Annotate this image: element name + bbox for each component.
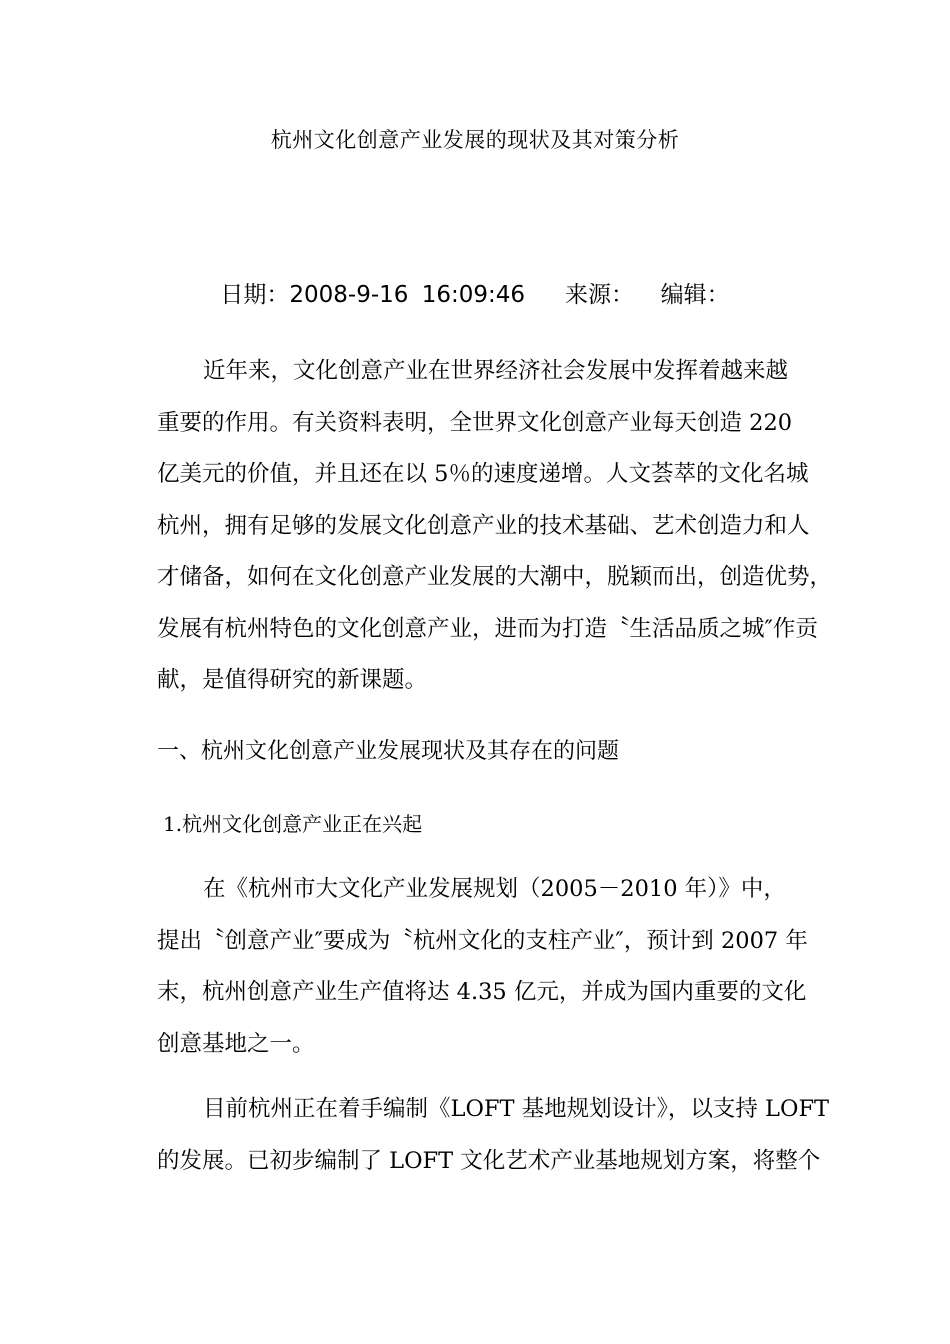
date-value: 2008-9-16 16:09:46 <box>289 282 526 308</box>
paragraph-line: 杭州，拥有足够的发展文化创意产业的技术基础、艺术创造力和人 <box>157 512 810 539</box>
paragraph-line: 目前杭州正在着手编制《LOFT 基地规划设计》，以支持 LOFT <box>203 1096 830 1122</box>
subsection-heading: 1.杭州文化创意产业正在兴起 <box>163 812 423 836</box>
paragraph-line: 发展有杭州特色的文化创意产业，进而为打造〝生活品质之城″作贡 <box>157 615 818 642</box>
document-title: 杭州文化创意产业发展的现状及其对策分析 <box>270 128 680 152</box>
paragraph-line: 重要的作用。有关资料表明，全世界文化创意产业每天创造 220 <box>157 409 793 436</box>
paragraph-line: 在《杭州市大文化产业发展规划（2005－2010 年）》中， <box>203 876 786 902</box>
document-meta <box>0 276 950 309</box>
paragraph-line: 创意基地之一。 <box>157 1030 315 1057</box>
paragraph-line: 献，是值得研究的新课题。 <box>157 667 428 693</box>
paragraph-line: 近年来，文化创意产业在世界经济社会发展中发挥着越来越 <box>203 358 789 384</box>
editor-label: 编辑： <box>660 282 730 308</box>
source-label: 来源： <box>564 282 634 308</box>
paragraph-line: 亿美元的价值，并且还在以 5％的速度递增。人文荟萃的文化名城 <box>157 461 809 487</box>
section-heading: 一、杭州文化创意产业发展现状及其存在的问题 <box>157 739 620 764</box>
paragraph-2 <box>157 864 808 1070</box>
intro-paragraph <box>157 346 833 707</box>
paragraph-3 <box>157 1084 830 1187</box>
paragraph-line: 提出〝创意产业″要成为〝杭州文化的支柱产业″，预计到 2007 年 <box>157 927 808 954</box>
paragraph-line: 才储备，如何在文化创意产业发展的大潮中，脱颖而出，创造优势， <box>157 564 833 590</box>
date-label: 日期： <box>220 282 290 308</box>
paragraph-line: 的发展。已初步编制了 LOFT 文化艺术产业基地规划方案，将整个 <box>157 1147 821 1174</box>
paragraph-line: 末，杭州创意产业生产值将达 4.35 亿元，并成为国内重要的文化 <box>157 979 807 1005</box>
